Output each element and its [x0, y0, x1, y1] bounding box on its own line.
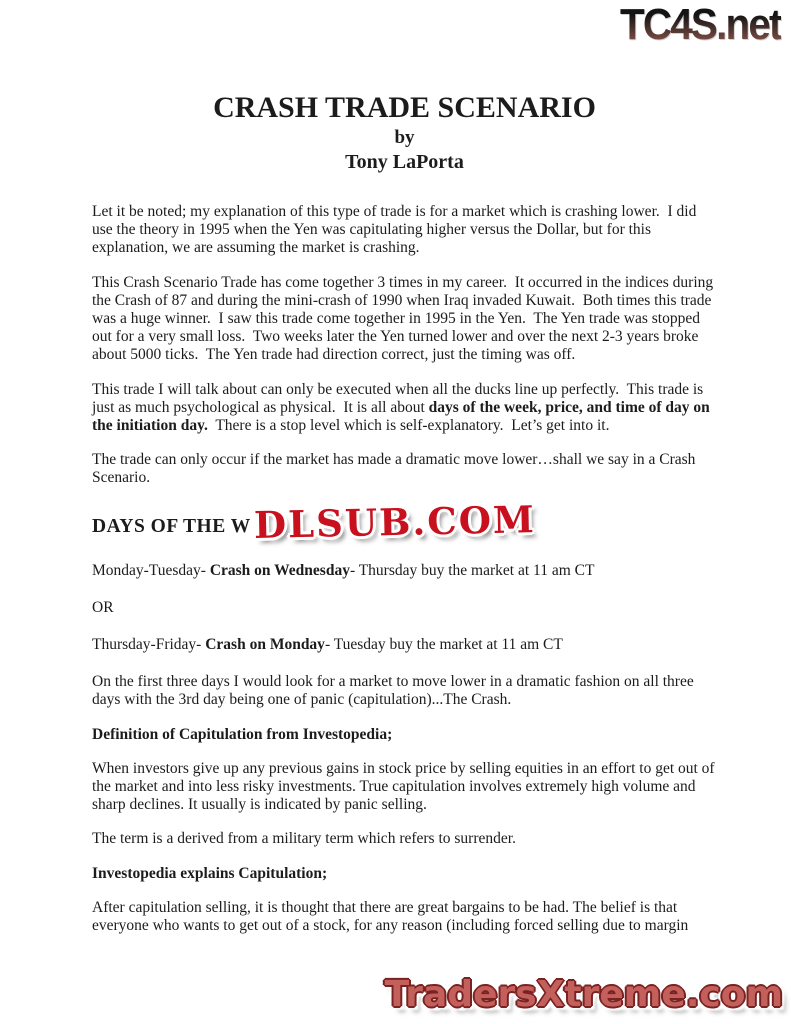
section-heading-row	[92, 496, 717, 552]
section-heading-days-of-week: DAYS OF THE W	[92, 515, 251, 537]
document-body	[92, 90, 717, 951]
author-name: Tony LaPorta	[345, 151, 464, 173]
paragraph-definition-body: When investors give up any previous gains in stock price by selling equities in an effort to get out of the market and into less risky investments. True capitulation involves extremely high volume and sharp declines. It usually is indicated by panic selling.	[92, 759, 719, 814]
paragraph-intro: Let it be noted; my explanation of this type of trade is for a market which is crashing lower. I did use the theory in 1995 when the Yen was capitulating higher versus the Dollar, but for this explanation, we are assuming the market is crashing.	[92, 203, 701, 257]
rule-thursday-friday: Thursday-Friday- Crash on Monday- Tuesday buy the market at 11 am CT	[92, 636, 563, 654]
heading-investopedia-explains: Investopedia explains Capitulation;	[92, 864, 328, 882]
dlsub-watermark: DLSUB.COM	[253, 496, 537, 547]
paragraph-first-three-days: On the first three days I would look for a market to move lower in a dramatic fashion on all three days with the 3rd day being one of panic (capitulation)...The Crash.	[92, 673, 698, 709]
paragraph-history: This Crash Scenario Trade has come together 3 times in my career. It occurred in the indices during the Crash of 87 and during the mini-crash of 1990 when Iraq invaded Kuwait. Both times this trade was a huge winner. I saw this trade come together in 1995 in the Yen. The Yen trade was stopped out for a very small loss. Two weeks later the Yen turned lower and over the next 2-3 years broke about 5000 ticks. The Yen trade had direction correct, just the timing was off.	[92, 273, 717, 364]
paragraph-occur: The trade can only occur if the market has made a dramatic move lower…shall we say in a Crash Scenario.	[92, 451, 700, 487]
paragraph-ducks: This trade I will talk about can only be executed when all the ducks line up perfectly. This trade is just as much psychological as physical. It is all about days of the week, price, and time of day on the initiation day. There is a stop level which is self-explanatory. Let’s get into it.	[92, 380, 714, 435]
page-title: CRASH TRADE SCENARIO	[213, 91, 596, 124]
tc4s-logo: TC4S.net	[620, 0, 781, 49]
heading-definition-capitulation: Definition of Capitulation from Investopedia;	[92, 725, 393, 743]
rule-monday-tuesday: Monday-Tuesday- Crash on Wednesday- Thursday buy the market at 11 am CT	[92, 561, 595, 579]
paragraph-after-capitulation: After capitulation selling, it is thought that there are great bargains to be had. The belief is that everyone who wants to get out of a stock, for any reason (including forced selling due to margin	[92, 898, 689, 935]
tradersxtreme-watermark: TradersXtreme.com	[384, 974, 783, 1015]
or-separator: OR	[92, 598, 114, 616]
paragraph-term-derived: The term is a derived from a military term which refers to surrender.	[92, 830, 516, 848]
byline: by	[394, 127, 415, 148]
